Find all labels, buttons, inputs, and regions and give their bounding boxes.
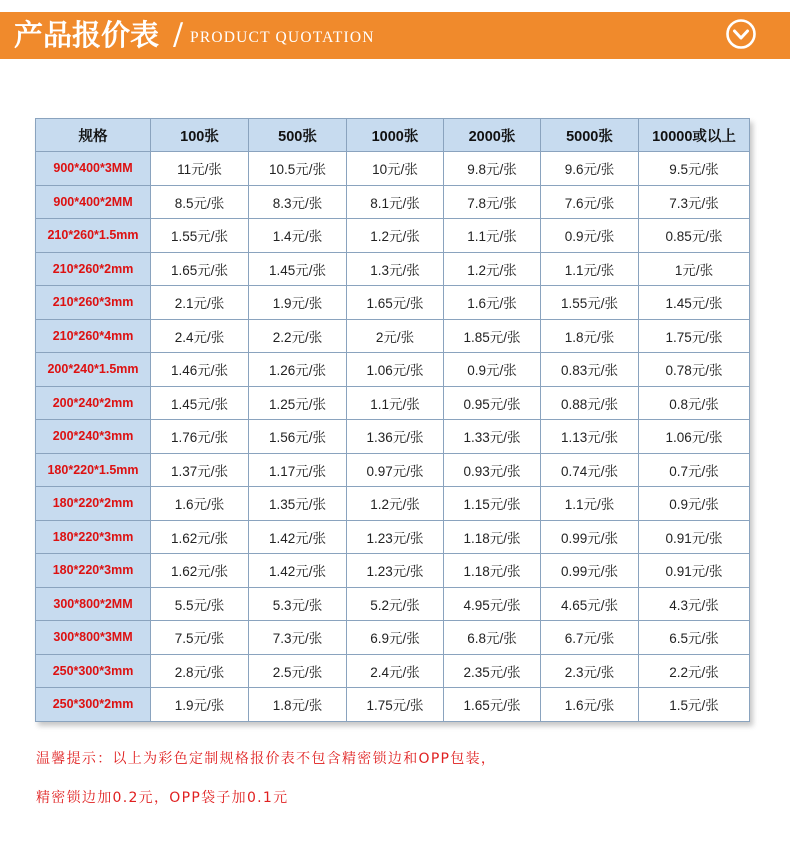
table-header-row	[36, 119, 750, 152]
table-row	[36, 621, 750, 655]
table-row	[36, 219, 750, 253]
price-cell: 0.93元/张	[444, 453, 541, 487]
price-cell: 2.2元/张	[249, 319, 347, 353]
spec-cell: 300*800*2MM	[36, 587, 151, 621]
table-body	[36, 152, 750, 722]
price-cell: 1.6元/张	[541, 688, 639, 722]
spec-cell: 900*400*3MM	[36, 152, 151, 186]
price-cell: 1.5元/张	[639, 688, 750, 722]
page-subtitle: PRODUCT QUOTATION	[190, 29, 375, 46]
spec-cell: 200*240*3mm	[36, 420, 151, 454]
table-row	[36, 353, 750, 387]
price-cell: 4.3元/张	[639, 587, 750, 621]
table-row	[36, 252, 750, 286]
header-quantity: 100张	[151, 119, 249, 152]
price-cell: 1.3元/张	[347, 252, 444, 286]
price-cell: 1.76元/张	[151, 420, 249, 454]
price-cell: 1.42元/张	[249, 554, 347, 588]
price-cell: 0.97元/张	[347, 453, 444, 487]
spec-cell: 300*800*3MM	[36, 621, 151, 655]
header-quantity: 5000张	[541, 119, 639, 152]
header-quantity: 10000或以上	[639, 119, 750, 152]
price-cell: 6.8元/张	[444, 621, 541, 655]
spec-cell: 180*220*1.5mm	[36, 453, 151, 487]
chevron-down-circle-icon[interactable]	[725, 18, 757, 50]
price-cell: 5.2元/张	[347, 587, 444, 621]
price-cell: 0.7元/张	[639, 453, 750, 487]
price-cell: 1.1元/张	[444, 219, 541, 253]
price-table	[35, 118, 750, 722]
price-cell: 2.3元/张	[541, 654, 639, 688]
price-cell: 0.9元/张	[639, 487, 750, 521]
table-row	[36, 487, 750, 521]
price-cell: 9.8元/张	[444, 152, 541, 186]
price-cell: 10元/张	[347, 152, 444, 186]
table-row	[36, 520, 750, 554]
price-cell: 1.2元/张	[347, 487, 444, 521]
price-cell: 2.4元/张	[347, 654, 444, 688]
price-cell: 1.75元/张	[347, 688, 444, 722]
price-cell: 6.9元/张	[347, 621, 444, 655]
spec-cell: 180*220*3mm	[36, 520, 151, 554]
price-cell: 6.5元/张	[639, 621, 750, 655]
price-cell: 1.55元/张	[541, 286, 639, 320]
price-cell: 1.2元/张	[347, 219, 444, 253]
price-cell: 1.6元/张	[151, 487, 249, 521]
price-cell: 2.35元/张	[444, 654, 541, 688]
price-cell: 1.06元/张	[347, 353, 444, 387]
notice-line-2: 精密锁边加0.2元，OPP袋子加0.1元	[36, 790, 289, 806]
price-cell: 0.85元/张	[639, 219, 750, 253]
price-cell: 1.26元/张	[249, 353, 347, 387]
price-cell: 2.8元/张	[151, 654, 249, 688]
price-cell: 5.3元/张	[249, 587, 347, 621]
header-spec: 规格	[36, 119, 151, 152]
price-cell: 7.6元/张	[541, 185, 639, 219]
price-cell: 1.6元/张	[444, 286, 541, 320]
table-row	[36, 420, 750, 454]
price-cell: 1.65元/张	[444, 688, 541, 722]
header-quantity: 1000张	[347, 119, 444, 152]
price-cell: 7.3元/张	[249, 621, 347, 655]
price-cell: 1.37元/张	[151, 453, 249, 487]
price-cell: 1元/张	[639, 252, 750, 286]
price-cell: 11元/张	[151, 152, 249, 186]
price-cell: 1.23元/张	[347, 554, 444, 588]
price-cell: 2元/张	[347, 319, 444, 353]
price-cell: 1.18元/张	[444, 554, 541, 588]
price-cell: 0.83元/张	[541, 353, 639, 387]
price-cell: 1.25元/张	[249, 386, 347, 420]
price-cell: 0.74元/张	[541, 453, 639, 487]
price-cell: 1.17元/张	[249, 453, 347, 487]
price-cell: 1.45元/张	[151, 386, 249, 420]
price-cell: 9.5元/张	[639, 152, 750, 186]
price-cell: 1.36元/张	[347, 420, 444, 454]
price-cell: 6.7元/张	[541, 621, 639, 655]
spec-cell: 210*260*4mm	[36, 319, 151, 353]
price-cell: 1.56元/张	[249, 420, 347, 454]
price-cell: 2.2元/张	[639, 654, 750, 688]
price-cell: 0.99元/张	[541, 554, 639, 588]
price-cell: 1.62元/张	[151, 520, 249, 554]
price-cell: 7.3元/张	[639, 185, 750, 219]
header-banner	[0, 12, 790, 59]
price-cell: 2.5元/张	[249, 654, 347, 688]
table-row	[36, 688, 750, 722]
price-cell: 1.15元/张	[444, 487, 541, 521]
price-cell: 0.91元/张	[639, 554, 750, 588]
price-cell: 0.91元/张	[639, 520, 750, 554]
price-cell: 7.5元/张	[151, 621, 249, 655]
spec-cell: 900*400*2MM	[36, 185, 151, 219]
spec-cell: 180*220*2mm	[36, 487, 151, 521]
price-cell: 1.8元/张	[541, 319, 639, 353]
price-cell: 8.1元/张	[347, 185, 444, 219]
table-row	[36, 319, 750, 353]
table-row	[36, 453, 750, 487]
price-cell: 10.5元/张	[249, 152, 347, 186]
price-cell: 1.1元/张	[347, 386, 444, 420]
price-cell: 1.9元/张	[151, 688, 249, 722]
table-row	[36, 554, 750, 588]
price-cell: 1.65元/张	[151, 252, 249, 286]
table-row	[36, 587, 750, 621]
price-cell: 0.9元/张	[444, 353, 541, 387]
price-cell: 1.46元/张	[151, 353, 249, 387]
page-title: 产品报价表	[14, 18, 160, 52]
price-cell: 8.3元/张	[249, 185, 347, 219]
spec-cell: 210*260*3mm	[36, 286, 151, 320]
price-cell: 1.42元/张	[249, 520, 347, 554]
price-cell: 1.4元/张	[249, 219, 347, 253]
table-row	[36, 286, 750, 320]
spec-cell: 210*260*1.5mm	[36, 219, 151, 253]
price-cell: 1.75元/张	[639, 319, 750, 353]
title-separator: /	[173, 17, 184, 52]
header-quantity: 500张	[249, 119, 347, 152]
price-cell: 0.9元/张	[541, 219, 639, 253]
table-row	[36, 386, 750, 420]
table-row	[36, 152, 750, 186]
price-cell: 0.78元/张	[639, 353, 750, 387]
spec-cell: 210*260*2mm	[36, 252, 151, 286]
price-cell: 1.33元/张	[444, 420, 541, 454]
price-cell: 1.62元/张	[151, 554, 249, 588]
price-cell: 1.9元/张	[249, 286, 347, 320]
price-cell: 1.65元/张	[347, 286, 444, 320]
price-cell: 1.1元/张	[541, 252, 639, 286]
price-cell: 1.55元/张	[151, 219, 249, 253]
price-cell: 1.85元/张	[444, 319, 541, 353]
spec-cell: 200*240*1.5mm	[36, 353, 151, 387]
notice-line-1: 温馨提示：以上为彩色定制规格报价表不包含精密锁边和OPP包装，	[36, 751, 497, 767]
price-cell: 2.4元/张	[151, 319, 249, 353]
spec-cell: 250*300*3mm	[36, 654, 151, 688]
price-cell: 1.23元/张	[347, 520, 444, 554]
price-cell: 4.95元/张	[444, 587, 541, 621]
header-quantity: 2000张	[444, 119, 541, 152]
price-cell: 0.95元/张	[444, 386, 541, 420]
price-cell: 0.8元/张	[639, 386, 750, 420]
price-cell: 1.8元/张	[249, 688, 347, 722]
price-cell: 1.06元/张	[639, 420, 750, 454]
price-cell: 9.6元/张	[541, 152, 639, 186]
price-cell: 1.18元/张	[444, 520, 541, 554]
price-cell: 1.45元/张	[249, 252, 347, 286]
table-row	[36, 185, 750, 219]
price-cell: 4.65元/张	[541, 587, 639, 621]
price-cell: 1.35元/张	[249, 487, 347, 521]
price-cell: 0.88元/张	[541, 386, 639, 420]
price-cell: 1.2元/张	[444, 252, 541, 286]
price-cell: 1.13元/张	[541, 420, 639, 454]
spec-cell: 250*300*2mm	[36, 688, 151, 722]
price-cell: 1.45元/张	[639, 286, 750, 320]
price-cell: 7.8元/张	[444, 185, 541, 219]
price-cell: 5.5元/张	[151, 587, 249, 621]
price-cell: 8.5元/张	[151, 185, 249, 219]
price-cell: 1.1元/张	[541, 487, 639, 521]
spec-cell: 180*220*3mm	[36, 554, 151, 588]
price-cell: 0.99元/张	[541, 520, 639, 554]
price-cell: 2.1元/张	[151, 286, 249, 320]
table-row	[36, 654, 750, 688]
spec-cell: 200*240*2mm	[36, 386, 151, 420]
